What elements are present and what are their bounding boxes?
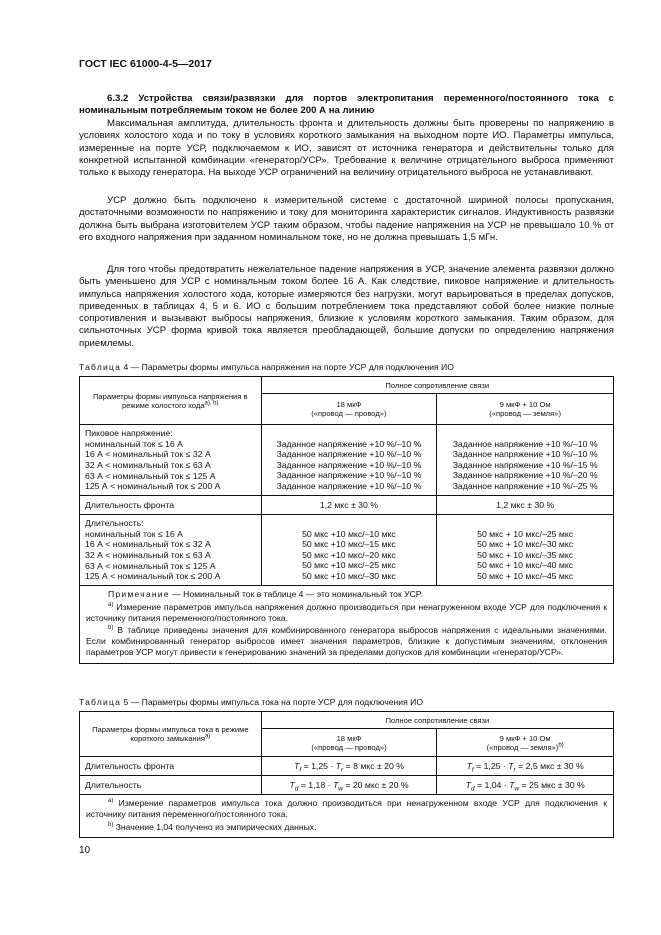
table4-dur-value: 50 мкс + 10 мкс/–30 мкс	[477, 539, 574, 550]
table4-dur-value: 50 мкс +10 мкс/–20 мкс	[302, 549, 396, 560]
table4-peak-value: Заданное напряжение +10 %/–10 %	[276, 459, 422, 470]
table4-current-row: 32 А < номинальный ток ≤ 63 А	[85, 460, 211, 470]
table4-note-label: Примечание	[108, 589, 170, 599]
page-number: 10	[79, 845, 91, 856]
table5-col1-value: 18 мкФ	[336, 733, 362, 743]
table5-dur-label: Длительность	[80, 776, 262, 795]
table4-peak-value: Заданное напряжение +10 %/–15 %	[452, 459, 598, 470]
table4-peak-value: Заданное напряжение +10 %/–20 %	[452, 470, 598, 481]
table5-head-col2	[437, 729, 614, 757]
table4-col2-mode: («провод — земля»)	[489, 409, 561, 418]
table5-col2-mode: («провод — земля»)	[486, 742, 559, 752]
table4-head-col2	[437, 394, 614, 425]
table4-dur-col2	[437, 515, 614, 586]
table5-head-impedance: Полное сопротивление связи	[261, 712, 613, 729]
table4-peak-label: Пиковое напряжение:	[85, 428, 173, 439]
table4-peak-labels	[80, 425, 262, 496]
table4-front-col2: 1,2 мкс ± 30 %	[437, 496, 614, 515]
table-5	[79, 711, 614, 838]
table5-footnote-a	[86, 798, 607, 820]
table4-peak-value: Заданное напряжение +10 %/–10 %	[276, 470, 422, 481]
table4-dur-label: Длительность:	[85, 518, 144, 529]
table4-peak-value: Заданное напряжение +10 %/–25 %	[452, 480, 598, 491]
table5-head-param-text: Параметры формы импульса тока в режиме короткого замыкания	[92, 725, 249, 743]
table5-dur-col1: $T_d = 1,18 \cdot T_w = 20$ мкс ± 20 %	[261, 776, 437, 795]
footnote-mark: a)	[108, 798, 114, 805]
table4-dur-value: 50 мкс +10 мкс/–30 мкс	[302, 570, 396, 581]
table4-dur-labels	[80, 515, 262, 586]
table4-current-row: номинальный ток ≤ 16 А	[85, 438, 183, 449]
table5-col2-value: 9 мкФ + 10 Ом	[499, 733, 551, 743]
footnote-text: Измерение параметров импульса тока должно производиться при ненагруженном входе УСР для подключения к источнику питания переменного/постоянного тока.	[86, 798, 607, 819]
table4-caption-num: 4	[123, 362, 129, 372]
table4-dur-col1	[261, 515, 437, 586]
paragraph-1: Максимальная амплитуда, длительность фронта и длительность должны быть проверены по напряжению в условиях холостого хода и по току в условиях короткого замыкания на выходном порте ИО. Параметры импульса, измеренные на порте УСР, подключаемом к ИО, зависят от источника генератора и действительны только для конкретной испытанной комбинации «генератор/УСР». Требование к величине отрицательного выброса применяют только к выходу генератора. На выходе УСР ограничений на величину отрицательного выброса не устанавливают.	[79, 118, 614, 179]
table4-peak-value: Заданное напряжение +10 %/–10 %	[452, 438, 598, 449]
footnote-mark: b)	[108, 821, 114, 828]
table4-dur-value: 50 мкс + 10 мкс/–40 мкс	[477, 560, 574, 571]
section-heading: 6.3.2 Устройства связи/развязки для портов электропитания переменного/постоянного тока с номинальным потребляемым током не более 200 А на линию	[79, 93, 614, 116]
table4-dur-value: 50 мкс +10 мкс/–10 мкс	[302, 528, 396, 539]
paragraph-3: Для того чтобы предотвратить нежелательное падение напряжения в УСР, значение элемента развязки должно быть уменьшено для УСР с номинальным током более 16 А. Как следствие, пиковое напряжение и длительность импульса напряжения холостого хода, которые измеряются без нагрузки, могут варьироваться в пределах допусков, приведенных в таблицах 4, 5 и 6. ИО с большим потреблением тока представляют собой более низкие полные сопротивления и вызывают выбросы напряжения, близкие к условиям короткого замыкания. Таким образом, для сильноточных УСР форма кривой тока является преобладающей, большие допуски по определению напряжения приемлемы.	[79, 264, 614, 349]
table4-peak-value: Заданное напряжение +10 %/–10 %	[276, 449, 422, 460]
table4-peak-value: Заданное напряжение +10 %/–10 %	[276, 480, 422, 491]
table5-caption-text: — Параметры формы импульса тока на порте УСР для подключения ИО	[130, 697, 424, 707]
table4-caption	[79, 362, 454, 372]
table4-front-col1: 1,2 мкс ± 30 %	[261, 496, 437, 515]
table4-dur-value: 50 мкс + 10 мкс/–35 мкс	[477, 549, 574, 560]
table4-current-row: 125 А < номинальный ток ≤ 200 А	[85, 481, 221, 492]
table4-head-col1	[261, 394, 437, 425]
paragraph-2: УСР должно быть подключено к измерительной системе с достаточной шириной полосы пропускания, достаточными возможности по напряжению и току для мониторинга характеристик сигналов. Индуктивность развязки должна быть выбрана изготовителем УСР таким образом, чтобы падение напряжения на УСР не превышало 10 % от его входного напряжения при заданном номинальном токе, но не должна превышать 1,5 мГн.	[79, 195, 614, 243]
table4-current-row: 32 А < номинальный ток ≤ 63 А	[85, 550, 211, 560]
table5-front-col2: $T_f = 1,25 \cdot T_r = 2,5$ мкс ± 30 %	[437, 757, 614, 776]
table5-head-param-sup: a)	[204, 733, 211, 740]
table4-col1-mode: («провод — провод»)	[311, 409, 387, 418]
table4-dur-value: 50 мкс + 10 мкс/–45 мкс	[477, 570, 574, 581]
table4-head-param	[80, 377, 262, 425]
table4-caption-text: — Параметры формы импульса напряжения на порте УСР для подключения ИО	[130, 362, 454, 372]
table4-dur-value: 50 мкс +10 мкс/–15 мкс	[302, 539, 396, 550]
table5-front-col1: $T_f = 1,25 \cdot T_r = 8$ мкс ± 20 %	[261, 757, 437, 776]
table5-caption-num: 5	[123, 697, 129, 707]
table4-front-label: Длительность фронта	[80, 496, 262, 515]
footnote-mark: b)	[108, 625, 114, 632]
table5-col1-mode: («провод — провод»)	[311, 742, 387, 752]
table5-col2-sup: b)	[558, 741, 564, 748]
table4-current-row: номинальный ток ≤ 16 А	[85, 528, 183, 539]
table4-head-param-sup: a), b)	[204, 399, 219, 406]
table4-current-row: 125 А < номинальный ток ≤ 200 А	[85, 571, 221, 582]
table5-head-col1	[261, 729, 437, 757]
table5-caption	[79, 697, 423, 707]
table-4	[79, 376, 614, 664]
table4-current-row: 63 А < номинальный ток ≤ 125 А	[85, 470, 216, 481]
table4-caption-label: Таблица	[79, 362, 122, 372]
table4-note	[86, 589, 607, 600]
table4-peak-col2	[437, 425, 614, 496]
footnote-text: Значение 1,04 получено из эмпирических данных.	[115, 821, 317, 832]
table4-peak-value: Заданное напряжение +10 %/–10 %	[452, 449, 598, 460]
table4-current-row: 63 А < номинальный ток ≤ 125 А	[85, 560, 216, 571]
table5-caption-label: Таблица	[79, 697, 122, 707]
table4-peak-value: Заданное напряжение +10 %/–10 %	[276, 438, 422, 449]
footnote-text: Измерение параметров импульса напряжения должно производиться при ненагруженном входе УСР для подключения к источнику питания переменного/постоянного тока.	[86, 601, 607, 623]
table5-head-param	[80, 712, 262, 757]
table4-col1-value: 18 мкФ	[336, 400, 362, 409]
table4-note-text: — Номинальный ток в таблице 4 — это номинальный ток УСР.	[172, 589, 423, 599]
table4-dur-value: 50 мкс +10 мкс/–25 мкс	[302, 560, 396, 571]
table4-dur-value: 50 мкс + 10 мкс/–25 мкс	[477, 528, 574, 539]
table4-head-impedance: Полное сопротивление связи	[261, 377, 613, 394]
table5-footnote-b	[86, 822, 607, 833]
table4-notes	[80, 586, 614, 664]
table4-footnote-b	[86, 625, 607, 657]
table4-current-row: 16 А < номинальный ток ≤ 32 А	[85, 539, 211, 550]
footnote-text: В таблице приведены значения для комбинированного генератора выбросов напряжения с идеальными значениями. Если комбинированный генератор выбросов имеет значения параметров, близкие к допустимым значениям, отклонения параметров УСР могут привести к генерированию значений за пределами допусков для комбинации «генератор/УСР».	[86, 625, 608, 657]
table5-dur-col2: $T_d = 1,04 \cdot T_w = 25$ мкс ± 30 %	[437, 776, 614, 795]
table4-current-row: 16 А < номинальный ток ≤ 32 А	[85, 449, 211, 460]
table5-front-label: Длительность фронта	[80, 757, 262, 776]
table5-notes	[80, 795, 614, 838]
table4-col2-value: 9 мкФ + 10 Ом	[499, 400, 551, 409]
table4-peak-col1	[261, 425, 437, 496]
document-header: ГОСТ IEC 61000-4-5—2017	[79, 58, 212, 70]
table4-footnote-a	[86, 602, 607, 624]
footnote-mark: a)	[108, 601, 114, 608]
table4-head-param-text: Параметры формы импульса напряжения в режиме холостого хода	[92, 391, 248, 410]
